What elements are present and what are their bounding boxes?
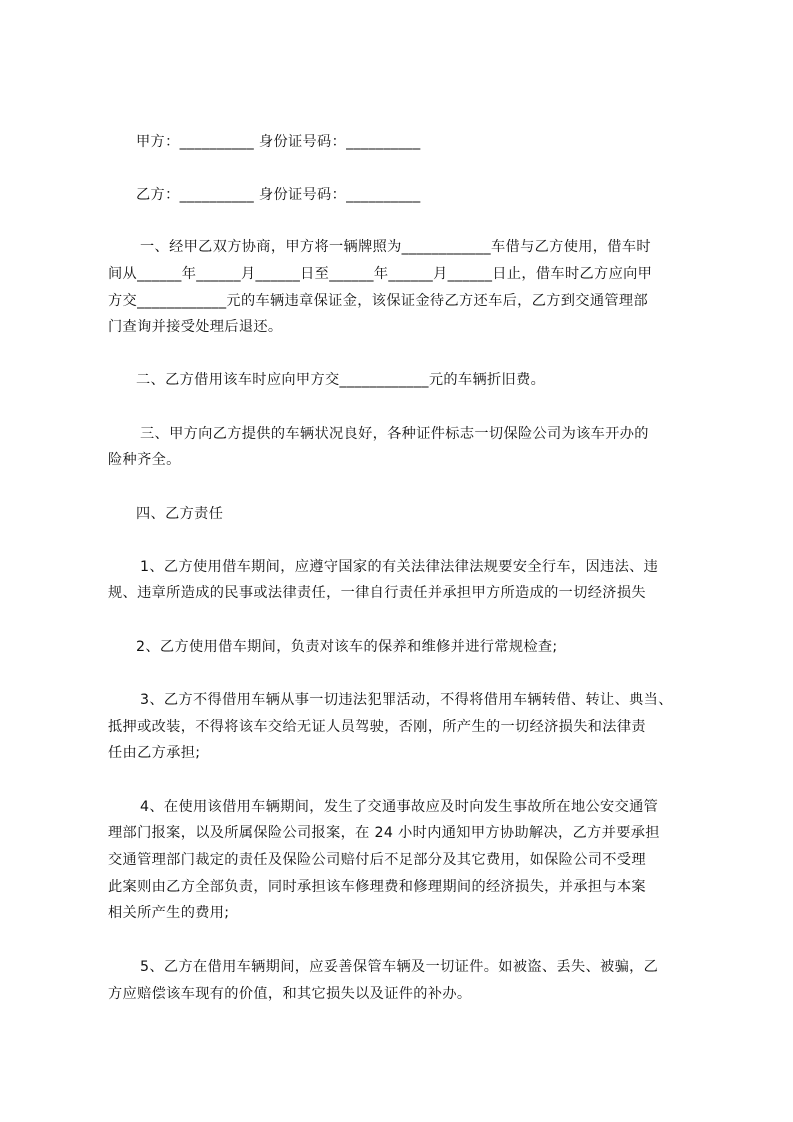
item-4-line-4: 此案则由乙方全部负责，同时承担该车修理费和修理期间的经济损失，并承担与本案	[108, 879, 646, 895]
item-3-line-1: 3、乙方不得借用车辆从事一切违法犯罪活动，不得将借用车辆转借、转让、典当、	[140, 692, 673, 708]
item-3-line-3: 任由乙方承担;	[108, 745, 201, 761]
clause-2-line: 二、乙方借用该车时应向甲方交____________元的车辆折旧费。	[136, 372, 546, 388]
item-1-line-2: 规、违章所造成的民事或法律责任，一律自行责任并承担甲方所造成的一切经济损失	[108, 585, 646, 601]
item-4-line-2: 理部门报案，以及所属保险公司报案，在 24 小时内通知甲方协助解决，乙方并要承担	[108, 825, 660, 841]
clause-1-line-4: 门查询并接受处理后退还。	[108, 319, 283, 335]
item-4-line-1: 4、在使用该借用车辆期间，发生了交通事故应及时向发生事故所在地公安交通管	[140, 799, 659, 815]
item-2-line: 2、乙方使用借车期间，负责对该车的保养和维修并进行常规检查;	[136, 639, 558, 655]
clause-1-line-1: 一、经甲乙双方协商，甲方将一辆牌照为____________车借与乙方使用，借车时	[140, 239, 651, 255]
clause-4-heading: 四、乙方责任	[136, 506, 224, 522]
party-a-line: 甲方：__________ 身份证号码：__________	[136, 134, 421, 150]
item-4-line-3: 交通管理部门裁定的责任及保险公司赔付后不足部分及其它费用，如保险公司不受理	[108, 852, 646, 868]
item-5-line-2: 方应赔偿该车现有的价值，和其它损失以及证件的补办。	[108, 986, 472, 1002]
clause-3-line-2: 险种齐全。	[108, 452, 181, 468]
clause-1-line-3: 方交____________元的车辆违章保证金，该保证金待乙方还车后，乙方到交通管理部	[108, 293, 648, 309]
item-3-line-2: 抵押或改装，不得将该车交给无证人员驾驶，否刚，所产生的一切经济损失和法律责	[108, 719, 646, 735]
item-1-line-1: 1、乙方使用借车期间，应遵守国家的有关法律法律法规要安全行车，因违法、违	[140, 559, 659, 575]
item-4-line-5: 相关所产生的费用;	[108, 905, 230, 921]
item-5-line-1: 5、乙方在借用车辆期间，应妥善保管车辆及一切证件。如被盗、丢失、被骗，乙	[140, 959, 659, 975]
clause-3-line-1: 三、甲方向乙方提供的车辆状况良好，各种证件标志一切保险公司为该车开办的	[140, 426, 649, 442]
party-b-line: 乙方：__________ 身份证号码：__________	[136, 187, 421, 203]
clause-1-line-2: 间从______年______月______日至______年______月______日止，借车时乙方应向甲	[108, 266, 653, 282]
